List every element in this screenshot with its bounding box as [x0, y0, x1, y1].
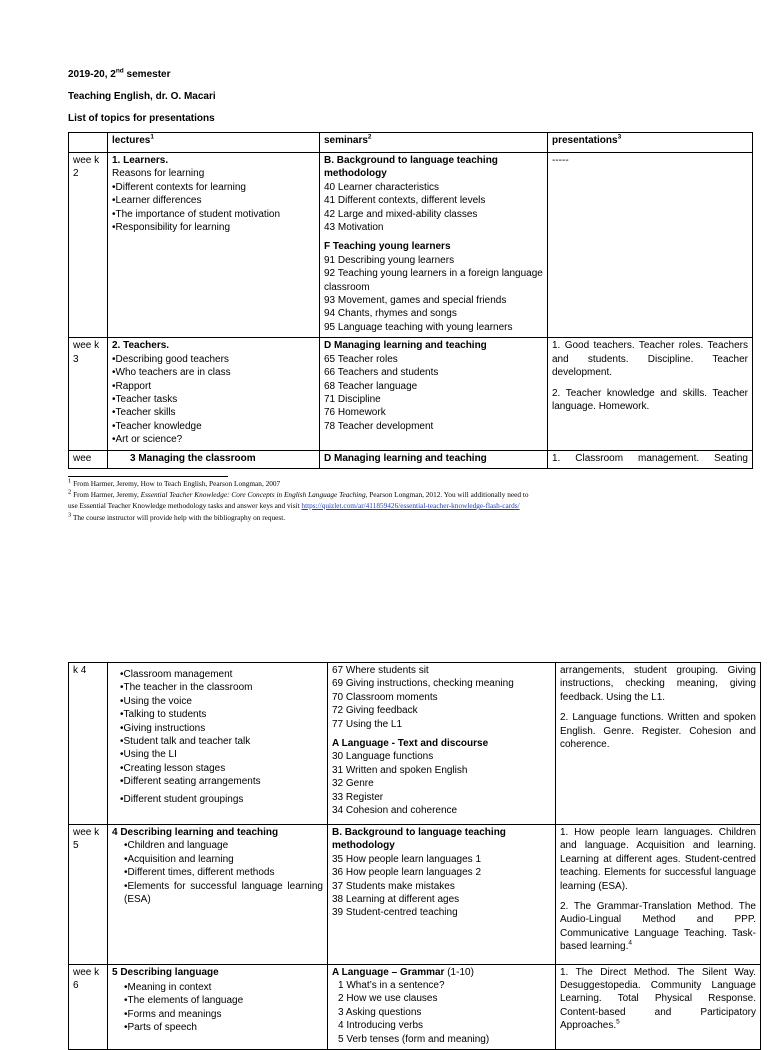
- presentation-item: 1. Good teachers. Teacher roles. Teachers and students. Discipline. Teacher development.: [552, 340, 748, 379]
- lecture-item: • Different seating arrangements: [120, 775, 323, 788]
- lecture-intro: Reasons for learning: [112, 168, 205, 180]
- header-presentations: [548, 133, 753, 153]
- seminar-item: 43 Motivation: [324, 222, 384, 234]
- lecture-list: [112, 839, 323, 906]
- table-header-row: [69, 133, 753, 153]
- footnote-1: [68, 478, 748, 489]
- week-cell: k 4: [69, 663, 108, 825]
- seminar-cell: [328, 964, 556, 1049]
- seminar-item: 78 Teacher development: [324, 420, 434, 432]
- lecture-cell: [108, 153, 320, 338]
- presentation-item: 1. How people learn languages. Children and language. Acquisition and learning. Learning at different ages. Student-centred teaching. Elements for successful language learning (ESA).: [560, 827, 756, 892]
- presentation-cell: 1. Classroom management. Seating: [548, 450, 753, 468]
- footnote-2-book-title: Essential Teacher Knowledge: Core Concepts in English Language Teaching: [140, 490, 366, 499]
- footnote-2-text: From Harmer, Jeremy,: [71, 490, 141, 499]
- seminar-item: 39 Student-centred teaching: [332, 907, 458, 919]
- lecture-item: • Creating lesson stages: [120, 762, 323, 775]
- lecture-item: • Rapport: [112, 380, 315, 393]
- page-gap: [0, 610, 768, 640]
- table-row: [69, 663, 761, 825]
- week-cell: wee: [69, 450, 108, 468]
- footnote-1-text: From Harmer, Jeremy, How to Teach English, Pearson Longman, 2007: [71, 479, 281, 488]
- seminar-item: 2 How we use clauses: [338, 993, 438, 1005]
- seminar-title: B. Background to language teaching methodology: [332, 827, 506, 852]
- footnote-ref-4: 4: [628, 939, 633, 947]
- seminar-item: 70 Classroom moments: [332, 691, 438, 703]
- seminar-item: 69 Giving instructions, checking meaning: [332, 678, 514, 690]
- week-cell: wee k 5: [69, 825, 108, 965]
- lecture-item: • Elements for successful language learning (ESA): [124, 880, 323, 907]
- lecture-item: • Art or science?: [112, 433, 315, 446]
- lecture-title: 4 Describing learning and teaching: [112, 827, 279, 838]
- table-row: [69, 964, 761, 1049]
- footnote-1-marker: 1: [68, 477, 72, 485]
- header-lectures-label: lectures: [112, 135, 151, 146]
- lecture-cell: [108, 338, 320, 450]
- lecture-item: • Teacher tasks: [112, 393, 315, 406]
- seminar-cell: [320, 338, 548, 450]
- lecture-item: • Learner differences: [112, 194, 315, 207]
- semester-line: [68, 68, 170, 81]
- header-seminars-label: seminars: [324, 135, 368, 146]
- header-seminars: [320, 133, 548, 153]
- presentation-item: [560, 966, 756, 1033]
- seminar-item: 37 Students make mistakes: [332, 880, 455, 892]
- seminar-item: 40 Learner characteristics: [324, 181, 440, 193]
- seminar-item: 3 Asking questions: [338, 1006, 422, 1018]
- seminar-subtitle: F Teaching young learners: [324, 241, 451, 253]
- seminar-item: 4 Introducing verbs: [338, 1020, 424, 1032]
- footnote-3: [68, 512, 748, 523]
- page-2: [0, 640, 768, 1045]
- presentation-item: 2. Language functions. Written and spoken English. Genre. Register. Cohesion and coherence.: [560, 712, 756, 751]
- lecture-item: • Responsibility for learning: [112, 221, 315, 234]
- presentation-cell: -----: [548, 153, 753, 338]
- header-empty-cell: [69, 133, 108, 153]
- lecture-item: • Different times, different methods: [124, 866, 323, 879]
- lecture-cell: [108, 663, 328, 825]
- lecture-item: • The teacher in the classroom: [120, 681, 323, 694]
- footnote-2: [68, 489, 748, 511]
- footnote-ref-3: 3: [617, 133, 622, 141]
- table-row: [69, 338, 753, 450]
- lecture-item: • Giving instructions: [120, 722, 323, 735]
- seminar-item: 94 Chants, rhymes and songs: [324, 308, 457, 320]
- semester-word: semester: [123, 69, 171, 80]
- seminar-item: 35 How people learn languages 1: [332, 853, 481, 865]
- header-lectures: [108, 133, 320, 153]
- seminar-item: 41 Different contexts, different levels: [324, 195, 486, 207]
- seminar-item: 92 Teaching young learners in a foreign language classroom: [324, 268, 543, 293]
- lecture-title: 3 Managing the classroom: [108, 450, 320, 468]
- table-row: [69, 450, 753, 468]
- seminar-item: 32 Genre: [332, 778, 374, 790]
- seminar-item: 42 Large and mixed-ability classes: [324, 208, 478, 220]
- list-title: List of topics for presentations: [68, 113, 215, 124]
- seminar-item: 68 Teacher language: [324, 380, 418, 392]
- lecture-item: • Different student groupings: [120, 793, 323, 806]
- presentation-text: 2. The Grammar-Translation Method. The Audio-Lingual Method and PPP. Communicative Language Teaching. Task-based learning.: [560, 901, 756, 953]
- semester-year: 2019-20, 2: [68, 69, 116, 80]
- table-row: [69, 825, 761, 965]
- lecture-title: 5 Describing language: [112, 966, 219, 978]
- presentation-cell: [556, 825, 761, 965]
- seminar-item: 95 Language teaching with young learners: [324, 321, 513, 333]
- lecture-item: • Teacher skills: [112, 406, 315, 419]
- seminar-item: 31 Written and spoken English: [332, 764, 468, 776]
- week-cell: wee k 2: [69, 153, 108, 338]
- seminar-item: 72 Giving feedback: [332, 705, 418, 717]
- lecture-cell: [108, 964, 328, 1049]
- seminar-item: 5 Verb tenses (form and meaning): [338, 1033, 490, 1045]
- seminar-item: 65 Teacher roles: [324, 353, 398, 365]
- lecture-item: • Student talk and teacher talk: [120, 735, 323, 748]
- table-row: [69, 153, 753, 338]
- week-cell: wee k 6: [69, 964, 108, 1049]
- lecture-item: • Forms and meanings: [124, 1008, 323, 1021]
- seminar-item: 1 What’s in a sentence?: [338, 980, 445, 992]
- seminar-title: A Language – Grammar: [332, 966, 445, 978]
- lecture-cell: [108, 825, 328, 965]
- footnote-2-text: , Pearson Longman, 2012. You will additionally need to: [365, 490, 529, 499]
- lecture-item: • Who teachers are in class: [112, 366, 315, 379]
- seminar-title: D Managing learning and teaching: [320, 450, 548, 468]
- seminar-title: D Managing learning and teaching: [324, 340, 487, 352]
- header-presentations-label: presentations: [552, 135, 618, 146]
- seminar-list: [332, 979, 551, 1046]
- seminar-cell: [328, 825, 556, 965]
- lecture-item: • Using the LI: [120, 748, 323, 761]
- presentation-cell: [548, 338, 753, 450]
- lecture-item: • Different contexts for learning: [112, 181, 315, 194]
- footnote-ref-2: 2: [367, 133, 372, 141]
- presentation-cell: [556, 663, 761, 825]
- footnote-ref-1: 1: [150, 133, 154, 141]
- lecture-item: • Meaning in context: [124, 981, 323, 994]
- seminar-item: 38 Learning at different ages: [332, 894, 460, 906]
- lecture-item: • The elements of language: [124, 994, 323, 1007]
- seminar-item: 93 Movement, games and special friends: [324, 295, 507, 307]
- seminar-subtitle: A Language - Text and discourse: [332, 738, 489, 750]
- presentation-item: 2. Teacher knowledge and skills. Teacher language. Homework.: [552, 387, 748, 412]
- lecture-title: 2. Teachers.: [112, 340, 170, 352]
- course-title: Teaching English, dr. O. Macari: [68, 91, 216, 102]
- presentation-item: [560, 900, 756, 954]
- presentation-text: 1. The Direct Method. The Silent Way. Desuggestopedia. Community Language Learning. Total Physical Response. Content-based and Participatory Approaches.: [560, 966, 756, 1032]
- lecture-item: • Describing good teachers: [112, 353, 315, 366]
- lecture-item: • Using the voice: [120, 695, 323, 708]
- footnote-3-marker: 3: [68, 511, 72, 519]
- seminar-item: 34 Cohesion and coherence: [332, 805, 458, 817]
- lecture-list: [112, 981, 323, 1035]
- lecture-item: • The importance of student motivation: [112, 208, 315, 221]
- seminar-item: 91 Describing young learners: [324, 254, 455, 266]
- footnote-separator: [68, 476, 228, 477]
- topics-table: [68, 132, 753, 469]
- week-cell: wee k 3: [69, 338, 108, 450]
- seminar-range: (1-10): [444, 966, 474, 978]
- footnote-2-marker: 2: [68, 488, 72, 496]
- topics-table-continued: [68, 662, 761, 1050]
- seminar-item: 33 Register: [332, 791, 384, 803]
- footnote-3-text: The course instructor will provide help with the bibliography on request.: [71, 513, 286, 522]
- seminar-title: B. Background to language teaching methodology: [324, 155, 498, 180]
- lecture-item: • Parts of speech: [124, 1021, 323, 1034]
- seminar-title-line: [332, 966, 551, 979]
- presentation-cell: [556, 964, 761, 1049]
- seminar-item: 30 Language functions: [332, 751, 434, 763]
- seminar-item: 71 Discipline: [324, 393, 381, 405]
- seminar-item: 76 Homework: [324, 407, 386, 419]
- seminar-item: 36 How people learn languages 2: [332, 867, 481, 879]
- seminar-cell: [328, 663, 556, 825]
- lecture-item: • Teacher knowledge: [112, 420, 315, 433]
- lecture-title: 1. Learners.: [112, 155, 169, 166]
- seminar-item: 66 Teachers and students: [324, 367, 439, 379]
- footnote-ref-5: 5: [616, 1018, 620, 1026]
- semester-sup: nd: [115, 67, 124, 75]
- lecture-item: • Talking to students: [120, 708, 323, 721]
- seminar-cell: [320, 153, 548, 338]
- presentation-item: arrangements, student grouping. Giving instructions, checking meaning, giving feedback. Using the L1.: [560, 665, 756, 703]
- footnote-2-text: use Essential Teacher Knowledge methodology tasks and answer keys and visit: [68, 501, 302, 510]
- seminar-item: 67 Where students sit: [332, 665, 429, 676]
- lecture-item: • Children and language: [124, 839, 323, 852]
- seminar-item: 77 Using the L1: [332, 718, 403, 730]
- lecture-item: • Acquisition and learning: [124, 853, 323, 866]
- lecture-item: • Classroom management: [120, 668, 323, 681]
- quizlet-link[interactable]: https://quizlet.com/ar/411859426/essential-teacher-knowledge-flash-cards/: [301, 501, 520, 510]
